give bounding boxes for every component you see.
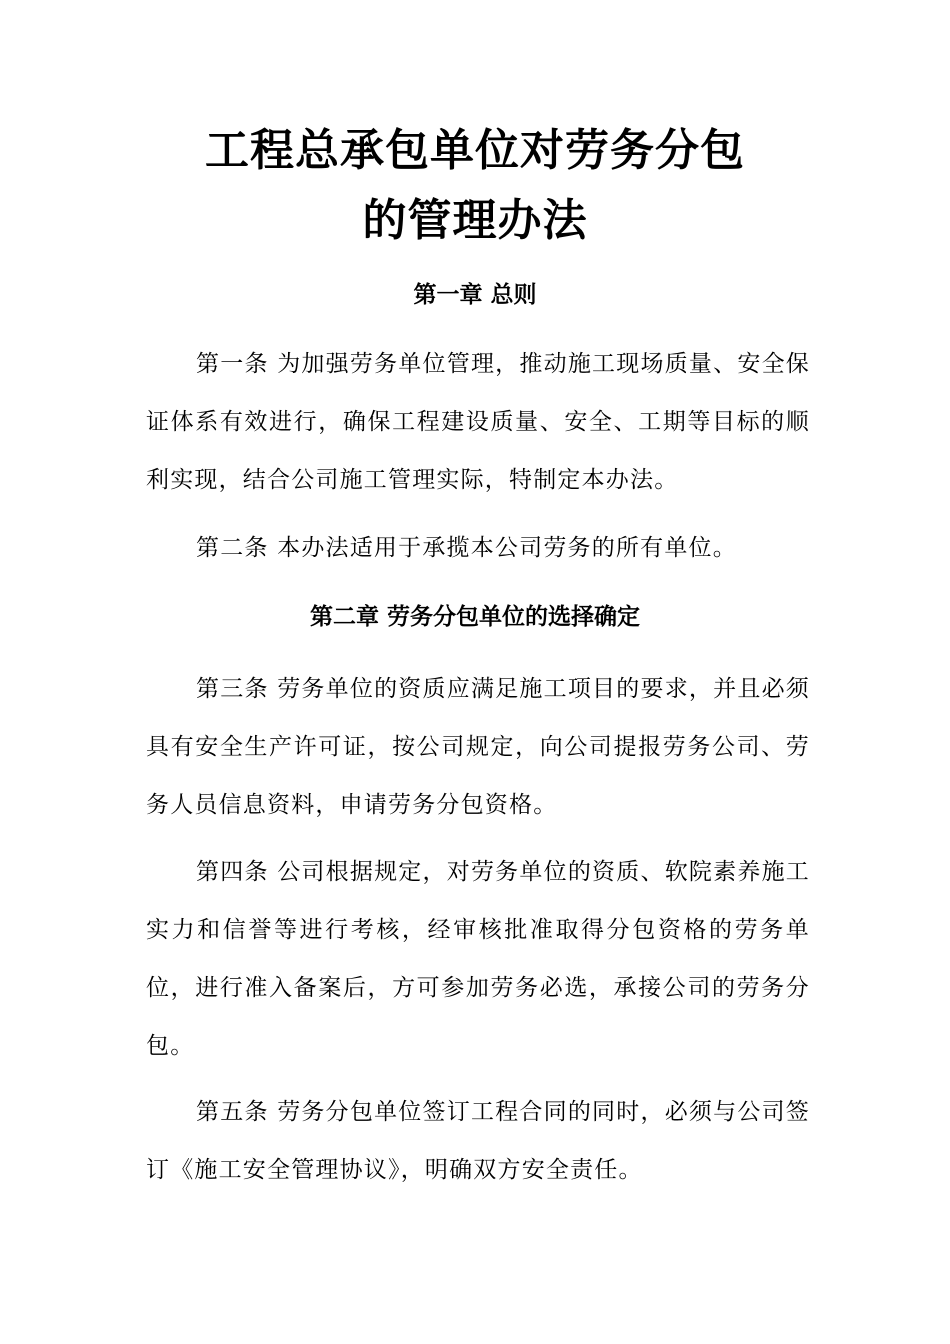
article-3-label: 第三条 bbox=[196, 676, 269, 702]
article-1-text: 为加强劳务单位管理，推动施工现场质量、安全保证体系有效进行，确保工程建设质量、安全、工期等目标的顺利实现，结合公司施工管理实际，特制定本办法。 bbox=[146, 351, 810, 493]
article-1-label: 第一条 bbox=[196, 351, 269, 377]
article-4-label: 第四条 bbox=[196, 859, 269, 885]
article-5 bbox=[146, 1083, 810, 1199]
article-2-label: 第二条 bbox=[196, 535, 269, 561]
document-title-line-2: 的管理办法 bbox=[362, 195, 588, 246]
article-4 bbox=[146, 843, 810, 1075]
article-5-text: 劳务分包单位签订工程合同的同时，必须与公司签订《施工安全管理协议》，明确双方安全责任。 bbox=[146, 1099, 810, 1183]
article-3 bbox=[146, 660, 810, 834]
chapter-1-heading: 第一章 总则 bbox=[413, 281, 537, 308]
article-3-text: 劳务单位的资质应满足施工项目的要求，并且必须具有安全生产许可证，按公司规定，向公司提报劳务公司、劳务人员信息资料，申请劳务分包资格。 bbox=[146, 676, 810, 818]
article-2 bbox=[146, 519, 810, 577]
article-4-text: 公司根据规定，对劳务单位的资质、软院素养施工实力和信誉等进行考核，经审核批准取得分包资格的劳务单位，进行准入备案后，方可参加劳务必选，承接公司的劳务分包。 bbox=[146, 859, 810, 1059]
article-5-label: 第五条 bbox=[196, 1099, 269, 1125]
document-title-line-1: 工程总承包单位对劳务分包 bbox=[205, 125, 745, 176]
chapter-2-heading: 第二章 劳务分包单位的选择确定 bbox=[309, 603, 640, 630]
article-1 bbox=[146, 335, 810, 509]
article-2-text: 本办法适用于承揽本公司劳务的所有单位。 bbox=[268, 535, 737, 561]
